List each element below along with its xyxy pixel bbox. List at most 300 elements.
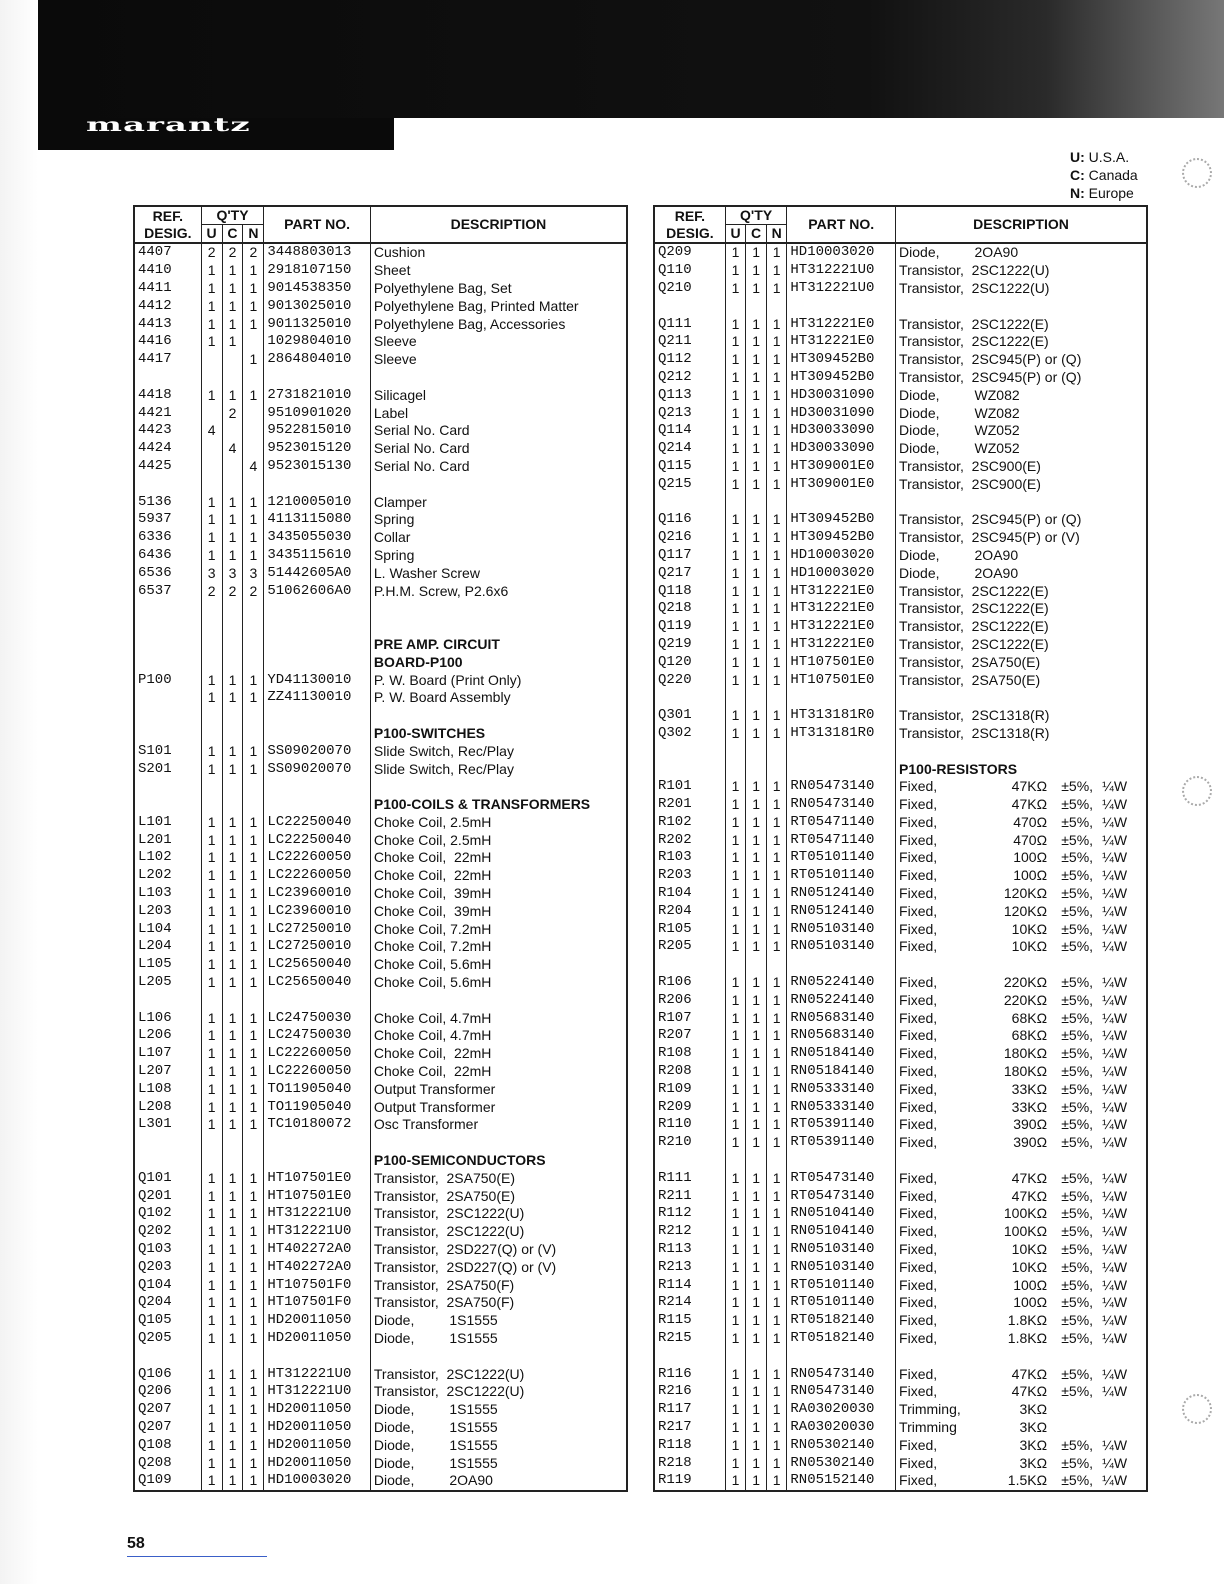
col-ref-header: REF. DESIG.	[654, 206, 725, 243]
qty-n-cell: 1	[766, 440, 787, 458]
qty-u-cell: 1	[725, 671, 746, 689]
qty-c-cell: 1	[746, 458, 767, 476]
ref-cell: Q215	[654, 475, 725, 493]
ref-cell: Q120	[654, 653, 725, 671]
qty-n-cell: 1	[243, 1027, 264, 1045]
part-no-cell: HT313181R0	[787, 707, 896, 725]
qty-n-cell: 3	[243, 564, 264, 582]
qty-n-cell	[243, 636, 264, 654]
ref-cell: L201	[134, 831, 201, 849]
description-cell: Spring	[370, 511, 627, 529]
qty-u-cell: 1	[201, 1187, 222, 1205]
table-row	[654, 315, 1147, 333]
qty-n-cell: 1	[243, 1116, 264, 1134]
description-cell: Polyethylene Bag, Printed Matter	[370, 297, 627, 315]
description-cell: Choke Coil, 5.6mH	[370, 974, 627, 992]
desc-wattage: ¼W	[1102, 778, 1128, 795]
qty-c-cell: 1	[746, 1009, 767, 1027]
qty-n-cell	[243, 1134, 264, 1152]
qty-u-cell: 1	[725, 1312, 746, 1330]
qty-n-cell: 1	[766, 1312, 787, 1330]
table-row	[654, 1116, 1147, 1134]
desc-value: 3KΩ	[1019, 1454, 1048, 1471]
table-row	[134, 902, 627, 920]
ref-cell: R116	[654, 1365, 725, 1383]
ref-cell: Q209	[654, 243, 725, 262]
qty-n-cell: 1	[243, 671, 264, 689]
part-no-cell: HT107501E0	[787, 653, 896, 671]
table-row	[134, 600, 627, 618]
table-row	[134, 386, 627, 404]
part-no-cell	[264, 1152, 371, 1170]
qty-n-cell: 1	[766, 1098, 787, 1116]
description-cell: Choke Coil, 22mH	[370, 1063, 627, 1081]
table-row	[654, 493, 1147, 511]
description-cell: Choke Coil, 39mH	[370, 902, 627, 920]
part-no-cell: LC24750030	[264, 1027, 371, 1045]
qty-n-cell: 1	[766, 1009, 787, 1027]
desc-type: Fixed,	[899, 1169, 938, 1186]
desc-value: 47KΩ	[1011, 796, 1048, 813]
qty-c-cell	[746, 689, 767, 707]
table-row	[134, 1401, 627, 1419]
ref-cell: Q207	[134, 1401, 201, 1419]
part-no-cell	[787, 742, 896, 760]
qty-u-cell: 1	[201, 529, 222, 547]
desc-value: 100Ω	[1013, 1294, 1048, 1311]
qty-c-cell: 1	[746, 725, 767, 743]
description-cell	[896, 1080, 1147, 1098]
part-no-cell: 9014538350	[264, 280, 371, 298]
description-cell: Diode, 1S1555	[370, 1454, 627, 1472]
ref-cell	[134, 1347, 201, 1365]
description-cell	[896, 956, 1147, 974]
description-cell: Transistor, 2SA750(F)	[370, 1294, 627, 1312]
ref-cell: R114	[654, 1276, 725, 1294]
desc-wattage: ¼W	[1102, 974, 1128, 991]
section-heading-row	[654, 760, 1147, 778]
table-row	[654, 653, 1147, 671]
part-no-cell	[787, 493, 896, 511]
part-no-cell: HT309001E0	[787, 458, 896, 476]
table-row	[134, 404, 627, 422]
qty-u-cell: 1	[201, 1401, 222, 1419]
description-cell: Transistor, 2SC1222(E)	[896, 315, 1147, 333]
ref-cell: S201	[134, 760, 201, 778]
qty-n-cell: 1	[766, 974, 787, 992]
desc-tolerance: ±5%,	[1061, 1027, 1094, 1044]
qty-c-cell: 1	[222, 1472, 243, 1491]
table-row	[134, 280, 627, 298]
qty-n-cell: 1	[766, 707, 787, 725]
qty-n-cell: 1	[766, 1401, 787, 1419]
table-row	[134, 1187, 627, 1205]
qty-u-cell	[201, 440, 222, 458]
description-cell: Transistor, 2SC1222(U)	[370, 1365, 627, 1383]
description-cell: Slide Switch, Rec/Play	[370, 760, 627, 778]
part-no-cell: HT312221E0	[787, 333, 896, 351]
ref-cell: R118	[654, 1436, 725, 1454]
qty-n-cell	[243, 796, 264, 814]
qty-c-cell: 1	[222, 1383, 243, 1401]
description-cell	[896, 1027, 1147, 1045]
description-cell	[896, 1045, 1147, 1063]
ref-cell	[134, 1152, 201, 1170]
part-no-cell: 4113115080	[264, 511, 371, 529]
qty-n-cell	[766, 1152, 787, 1170]
part-no-cell: HT309452B0	[787, 529, 896, 547]
qty-c-cell: 1	[222, 493, 243, 511]
section-heading-row	[134, 796, 627, 814]
qty-u-cell	[725, 760, 746, 778]
qty-c-cell	[222, 1134, 243, 1152]
part-no-cell: RT05391140	[787, 1116, 896, 1134]
ref-cell: Q104	[134, 1276, 201, 1294]
description-cell: P100-SEMICONDUCTORS	[370, 1152, 627, 1170]
desc-value: 180KΩ	[1003, 1063, 1048, 1080]
desc-wattage: ¼W	[1102, 849, 1128, 866]
ref-cell: 4412	[134, 297, 201, 315]
desc-type: Fixed,	[899, 991, 938, 1008]
ref-cell	[134, 1134, 201, 1152]
table-row	[654, 262, 1147, 280]
ref-cell: R211	[654, 1187, 725, 1205]
ref-cell: R111	[654, 1169, 725, 1187]
table-row	[134, 1419, 627, 1437]
part-no-cell: 9523015130	[264, 458, 371, 476]
ref-cell	[654, 1152, 725, 1170]
description-cell: Polyethylene Bag, Accessories	[370, 315, 627, 333]
qty-c-cell	[222, 1152, 243, 1170]
desc-tolerance: ±5%,	[1061, 1436, 1094, 1453]
qty-u-cell: 1	[725, 849, 746, 867]
desc-tolerance: ±5%,	[1061, 1472, 1094, 1489]
part-no-cell: HT312221U0	[787, 280, 896, 298]
col-qty-header: Q'TY	[201, 206, 264, 225]
desc-tolerance: ±5%,	[1061, 1365, 1094, 1382]
description-cell: Choke Coil, 4.7mH	[370, 1009, 627, 1027]
col-u-header: U	[725, 225, 746, 244]
qty-n-cell: 1	[766, 885, 787, 903]
desc-type: Fixed,	[899, 1258, 938, 1275]
description-cell: Transistor, 2SC945(P) or (Q)	[896, 369, 1147, 387]
qty-u-cell: 1	[725, 1330, 746, 1348]
part-no-cell: RT05471140	[787, 814, 896, 832]
part-no-cell: HD20011050	[264, 1436, 371, 1454]
qty-n-cell: 1	[766, 1294, 787, 1312]
desc-wattage: ¼W	[1102, 1383, 1128, 1400]
table-row	[134, 511, 627, 529]
description-cell: Diode, 2OA90	[370, 1472, 627, 1491]
part-no-cell	[264, 707, 371, 725]
table-row	[134, 493, 627, 511]
ref-cell: Q103	[134, 1241, 201, 1259]
table-row	[134, 1134, 627, 1152]
qty-u-cell	[201, 600, 222, 618]
part-no-cell	[787, 1152, 896, 1170]
qty-n-cell: 1	[766, 1472, 787, 1491]
desc-value: 47KΩ	[1011, 1187, 1048, 1204]
ref-cell: Q115	[654, 458, 725, 476]
qty-u-cell: 1	[201, 1383, 222, 1401]
qty-n-cell: 1	[766, 422, 787, 440]
description-cell: Transistor, 2SC1222(E)	[896, 618, 1147, 636]
part-no-cell	[264, 1134, 371, 1152]
qty-n-cell: 1	[243, 1401, 264, 1419]
qty-n-cell: 1	[766, 849, 787, 867]
ref-cell: Q214	[654, 440, 725, 458]
description-cell: Diode, 1S1555	[370, 1436, 627, 1454]
part-no-cell: LC27250010	[264, 938, 371, 956]
qty-c-cell: 1	[222, 1276, 243, 1294]
table-row	[134, 1258, 627, 1276]
description-cell: Output Transformer	[370, 1080, 627, 1098]
desc-type: Fixed,	[899, 885, 938, 902]
qty-c-cell: 1	[746, 1276, 767, 1294]
ref-cell: Q212	[654, 369, 725, 387]
desc-wattage: ¼W	[1102, 1134, 1128, 1151]
table-row	[134, 351, 627, 369]
qty-n-cell: 1	[243, 1063, 264, 1081]
description-cell: Transistor, 2SC945(P) or (Q)	[896, 511, 1147, 529]
table-row	[134, 1205, 627, 1223]
table-row	[654, 333, 1147, 351]
qty-u-cell: 1	[201, 938, 222, 956]
description-cell	[896, 902, 1147, 920]
part-no-cell: HT312221U0	[264, 1383, 371, 1401]
desc-type: Fixed,	[899, 1454, 938, 1471]
desc-tolerance: ±5%,	[1061, 885, 1094, 902]
qty-c-cell: 1	[746, 1045, 767, 1063]
description-cell: Serial No. Card	[370, 440, 627, 458]
ref-cell: L107	[134, 1045, 201, 1063]
qty-c-cell: 1	[746, 1134, 767, 1152]
qty-n-cell: 1	[243, 1419, 264, 1437]
table-row	[134, 938, 627, 956]
col-ref-header: REF. DESIG.	[134, 206, 201, 243]
qty-u-cell: 1	[201, 671, 222, 689]
description-cell: Diode, WZ052	[896, 422, 1147, 440]
table-row	[134, 885, 627, 903]
qty-c-cell: 1	[222, 547, 243, 565]
table-row	[134, 262, 627, 280]
qty-n-cell: 1	[243, 814, 264, 832]
description-cell: P100-SWITCHES	[370, 725, 627, 743]
qty-c-cell: 1	[222, 297, 243, 315]
desc-tolerance: ±5%,	[1061, 1169, 1094, 1186]
qty-u-cell	[201, 1152, 222, 1170]
qty-u-cell	[201, 707, 222, 725]
part-no-cell: RT05101140	[787, 867, 896, 885]
description-cell: Transistor, 2SC1222(U)	[370, 1383, 627, 1401]
table-row	[134, 1241, 627, 1259]
table-row	[134, 1116, 627, 1134]
ref-cell: R104	[654, 885, 725, 903]
qty-c-cell: 1	[746, 315, 767, 333]
qty-n-cell	[766, 742, 787, 760]
desc-tolerance: ±5%,	[1061, 867, 1094, 884]
ref-cell: 4421	[134, 404, 201, 422]
description-cell: Cushion	[370, 243, 627, 262]
part-no-cell: RT05101140	[787, 1294, 896, 1312]
ref-cell	[134, 991, 201, 1009]
ref-cell: 4425	[134, 458, 201, 476]
desc-tolerance: ±5%,	[1061, 1063, 1094, 1080]
table-row	[134, 956, 627, 974]
qty-n-cell	[766, 1347, 787, 1365]
ref-cell: Q105	[134, 1312, 201, 1330]
qty-u-cell: 1	[725, 280, 746, 298]
qty-c-cell: 1	[222, 1009, 243, 1027]
table-row	[654, 1098, 1147, 1116]
ref-cell: 6536	[134, 564, 201, 582]
ref-cell: R201	[654, 796, 725, 814]
part-no-cell: LC27250010	[264, 920, 371, 938]
qty-n-cell	[243, 778, 264, 796]
table-row	[654, 280, 1147, 298]
qty-n-cell: 1	[243, 867, 264, 885]
qty-u-cell: 1	[725, 1223, 746, 1241]
qty-n-cell: 1	[243, 1454, 264, 1472]
qty-c-cell: 1	[222, 1098, 243, 1116]
qty-c-cell: 1	[222, 938, 243, 956]
qty-n-cell: 1	[766, 653, 787, 671]
qty-n-cell: 1	[766, 796, 787, 814]
qty-u-cell: 1	[725, 369, 746, 387]
qty-u-cell: 1	[201, 262, 222, 280]
qty-c-cell: 1	[222, 920, 243, 938]
ref-cell: R210	[654, 1134, 725, 1152]
qty-n-cell: 1	[766, 1063, 787, 1081]
table-row	[134, 1330, 627, 1348]
qty-c-cell: 1	[746, 707, 767, 725]
qty-n-cell: 1	[243, 920, 264, 938]
qty-c-cell: 2	[222, 243, 243, 262]
description-cell: Transistor, 2SA750(E)	[370, 1187, 627, 1205]
qty-n-cell: 1	[766, 333, 787, 351]
qty-c-cell: 1	[746, 440, 767, 458]
qty-c-cell: 1	[222, 1258, 243, 1276]
description-cell: Transistor, 2SD227(Q) or (V)	[370, 1241, 627, 1259]
part-no-cell: RT05391140	[787, 1134, 896, 1152]
ref-cell: Q205	[134, 1330, 201, 1348]
qty-u-cell: 1	[725, 333, 746, 351]
qty-n-cell: 1	[766, 1187, 787, 1205]
qty-c-cell: 1	[746, 1383, 767, 1401]
parts-table-right-body	[654, 243, 1147, 1491]
qty-n-cell: 1	[243, 511, 264, 529]
binding-hole-mark	[1182, 776, 1212, 806]
desc-type: Fixed,	[899, 1009, 938, 1026]
ref-cell	[134, 778, 201, 796]
ref-cell: R117	[654, 1401, 725, 1419]
qty-c-cell	[222, 618, 243, 636]
desc-value: 470Ω	[1013, 831, 1048, 848]
qty-n-cell	[243, 475, 264, 493]
qty-c-cell: 1	[222, 1312, 243, 1330]
desc-wattage: ¼W	[1102, 796, 1128, 813]
part-no-cell: HD20011050	[264, 1330, 371, 1348]
qty-u-cell: 1	[725, 422, 746, 440]
qty-u-cell: 1	[725, 262, 746, 280]
qty-c-cell: 1	[222, 902, 243, 920]
qty-u-cell	[725, 1152, 746, 1170]
part-no-cell: 9510901020	[264, 404, 371, 422]
part-no-cell	[264, 475, 371, 493]
ref-cell: 4423	[134, 422, 201, 440]
qty-n-cell: 1	[766, 369, 787, 387]
qty-u-cell: 1	[201, 333, 222, 351]
desc-type: Fixed,	[899, 1205, 938, 1222]
qty-u-cell: 1	[201, 1116, 222, 1134]
part-no-cell: LC22260050	[264, 849, 371, 867]
qty-u-cell: 1	[201, 1080, 222, 1098]
qty-u-cell	[201, 404, 222, 422]
qty-c-cell: 1	[222, 1205, 243, 1223]
desc-wattage: ¼W	[1102, 1223, 1128, 1240]
qty-c-cell	[222, 458, 243, 476]
ref-cell: Q101	[134, 1169, 201, 1187]
ref-cell: R113	[654, 1241, 725, 1259]
part-no-cell: RN05103140	[787, 1258, 896, 1276]
qty-c-cell: 1	[746, 974, 767, 992]
qty-u-cell: 1	[201, 1063, 222, 1081]
part-no-cell: TO11905040	[264, 1080, 371, 1098]
qty-c-cell: 1	[222, 814, 243, 832]
ref-cell	[134, 369, 201, 387]
desc-tolerance: ±5%,	[1061, 796, 1094, 813]
qty-u-cell: 1	[725, 636, 746, 654]
desc-tolerance: ±5%,	[1061, 1045, 1094, 1062]
ref-cell: 4417	[134, 351, 201, 369]
ref-cell: Q114	[654, 422, 725, 440]
table-row	[134, 1383, 627, 1401]
part-no-cell: HT107501E0	[787, 671, 896, 689]
part-no-cell: RN05103140	[787, 938, 896, 956]
qty-c-cell: 1	[746, 600, 767, 618]
qty-n-cell: 1	[243, 280, 264, 298]
table-row	[654, 297, 1147, 315]
qty-u-cell: 1	[725, 511, 746, 529]
qty-n-cell: 1	[766, 243, 787, 262]
qty-u-cell: 1	[201, 511, 222, 529]
qty-n-cell	[243, 369, 264, 387]
qty-u-cell: 1	[725, 1063, 746, 1081]
description-cell	[896, 1454, 1147, 1472]
desc-tolerance: ±5%,	[1061, 813, 1094, 830]
qty-c-cell: 3	[222, 564, 243, 582]
table-row	[654, 1472, 1147, 1491]
parts-table-right	[653, 205, 1148, 1492]
part-no-cell: RN05302140	[787, 1454, 896, 1472]
qty-u-cell: 1	[201, 1009, 222, 1027]
desc-value: 180KΩ	[1003, 1045, 1048, 1062]
qty-c-cell: 1	[746, 511, 767, 529]
part-no-cell	[787, 956, 896, 974]
part-no-cell: SS09020070	[264, 760, 371, 778]
table-row	[654, 1063, 1147, 1081]
qty-c-cell	[222, 600, 243, 618]
qty-n-cell: 1	[766, 991, 787, 1009]
description-cell: Transistor, 2SA750(E)	[370, 1169, 627, 1187]
qty-u-cell: 1	[725, 1169, 746, 1187]
qty-u-cell: 1	[725, 1205, 746, 1223]
ref-cell: R209	[654, 1098, 725, 1116]
table-row	[654, 707, 1147, 725]
qty-u-cell: 1	[725, 831, 746, 849]
qty-n-cell: 1	[766, 1419, 787, 1437]
brand-logo: marantz	[86, 114, 251, 136]
